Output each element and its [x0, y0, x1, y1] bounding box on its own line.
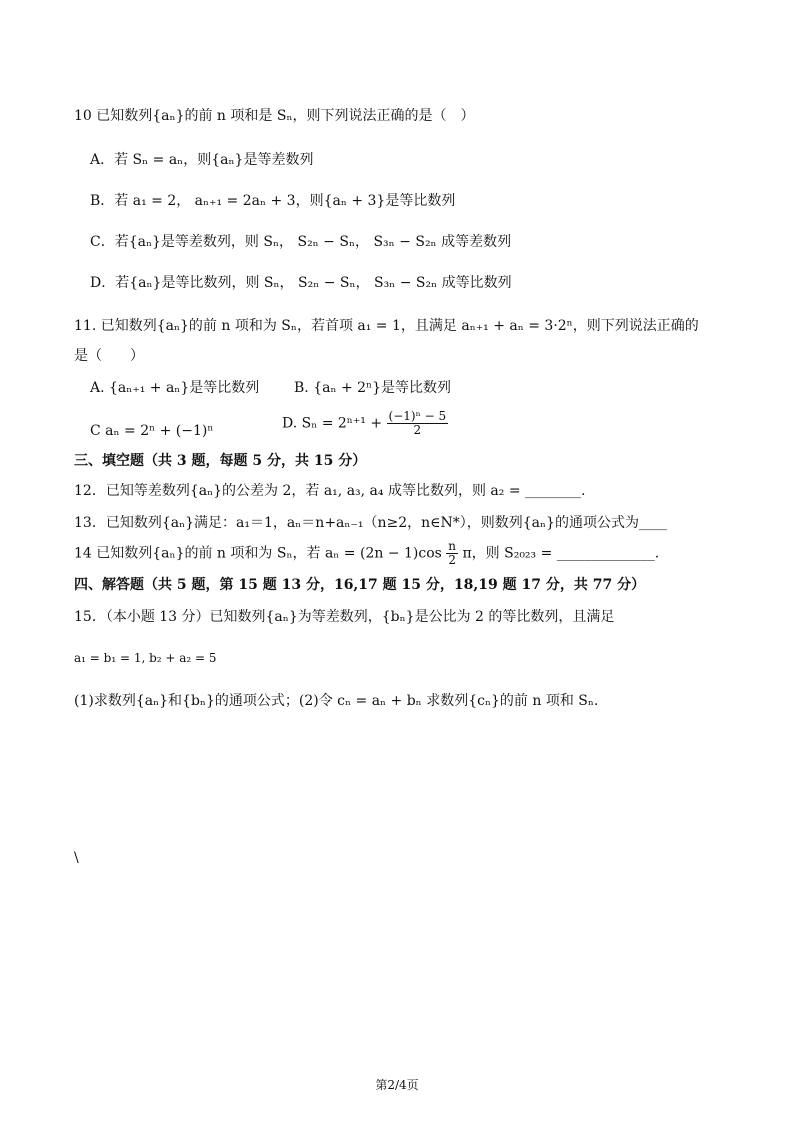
q14-fraction — [446, 540, 458, 567]
q10-option-d: D．若{aₙ}是等比数列，则 Sₙ， S₂ₙ − Sₙ， S₃ₙ − S₂ₙ 成等比数列 — [90, 275, 512, 291]
stray-mark: \ — [74, 850, 79, 866]
q10-stem: 10 已知数列{aₙ}的前 n 项和是 Sₙ，则下列说法正确的是（ ） — [74, 108, 475, 124]
q11-option-a: A. {aₙ₊₁ + aₙ}是等比数列 — [90, 380, 260, 396]
q12: 12．已知等差数列{aₙ}的公差为 2，若 a₁, a₃, a₄ 成等比数列，则 a₂ = ________. — [74, 483, 586, 499]
q11-option-d-denominator: 2 — [413, 423, 422, 437]
q11-option-b: B. {aₙ + 2ⁿ}是等比数列 — [294, 380, 452, 396]
q14-numerator: n — [448, 539, 457, 553]
q10-option-c: C．若{aₙ}是等差数列，则 Sₙ， S₂ₙ − Sₙ， S₃ₙ − S₂ₙ 成等差数列 — [90, 234, 512, 250]
section-3-heading: 三、填空题（共 3 题，每题 5 分，共 15 分） — [74, 453, 367, 469]
q13: 13．已知数列{aₙ}满足：a₁＝1，aₙ＝n+aₙ₋₁（n≥2，n∈N*），则数列{aₙ}的通项公式为____ — [74, 515, 667, 531]
q15-condition: a₁ = b₁ = 1, b₂ + a₂ = 5 — [74, 651, 217, 665]
q11-option-d-prefix: D. Sₙ = 2ⁿ⁺¹ + — [282, 415, 383, 432]
q14-denominator: 2 — [448, 553, 456, 567]
q11-option-d-numerator: (−1)ⁿ − 5 — [388, 409, 447, 423]
q14-suffix: π，则 S₂₀₂₃ = ______________. — [462, 545, 660, 562]
q15-parts: (1)求数列{aₙ}和{bₙ}的通项公式；(2)令 cₙ = aₙ + bₙ 求数列{cₙ}的前 n 项和 Sₙ. — [74, 693, 599, 709]
q14-prefix: 14 已知数列{aₙ}的前 n 项和为 Sₙ，若 aₙ = (2n − 1)cos — [74, 545, 442, 562]
q10-option-a: A．若 Sₙ = aₙ，则{aₙ}是等差数列 — [90, 152, 314, 168]
q11-stem-line2: 是（ ） — [74, 348, 144, 364]
q11-option-c: C aₙ = 2ⁿ + (−1)ⁿ — [90, 423, 214, 439]
section-4-heading: 四、解答题（共 5 题，第 15 题 13 分，16,17 题 15 分，18,19 题 17 分，共 77 分） — [74, 577, 646, 593]
q15-stem: 15．（本小题 13 分）已知数列{aₙ}为等差数列，{bₙ}是公比为 2 的等比数列，且满足 — [74, 609, 615, 625]
q11-stem-line1: 11. 已知数列{aₙ}的前 n 项和为 Sₙ，若首项 a₁ = 1，且满足 aₙ₊₁ + aₙ = 3·2ⁿ，则下列说法正确的 — [74, 318, 699, 334]
q14 — [74, 540, 659, 567]
page-footer: 第2/4页 — [375, 1078, 419, 1092]
q11-option-d-fraction — [387, 410, 449, 437]
q10-option-b: B．若 a₁ = 2， aₙ₊₁ = 2aₙ + 3，则{aₙ + 3}是等比数列 — [90, 193, 456, 209]
q11-option-d — [282, 410, 448, 437]
